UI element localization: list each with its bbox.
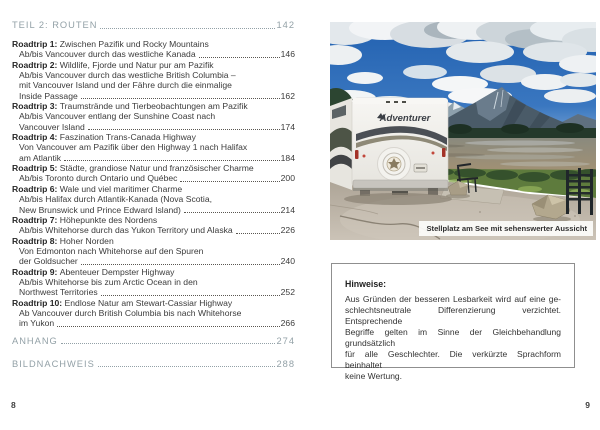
notice-body [345, 294, 561, 382]
toc-entry-subline[interactable] [12, 205, 295, 215]
toc-section-list [12, 336, 295, 370]
toc-entry-page: 146 [280, 49, 295, 60]
dot-leader [180, 181, 279, 182]
toc-entry-subline[interactable] [12, 194, 295, 204]
toc-entry-name: Hoher Norden [59, 235, 114, 246]
toc-entry-page: 174 [280, 121, 295, 132]
toc-entry-title[interactable] [12, 236, 295, 246]
toc-entry-name: Endlose Natur am Stewart-Cassiar Highway [64, 297, 233, 308]
toc-entry-label: Roadtrip 1: [12, 39, 58, 49]
toc-entry-subline[interactable] [12, 153, 295, 163]
dot-leader [88, 129, 280, 130]
toc-entry-page: 184 [280, 152, 295, 163]
toc-entry-subline[interactable] [12, 246, 295, 256]
toc-entry-title[interactable] [12, 215, 295, 225]
toc-entry-name: Abenteuer Dempster Highway [59, 266, 175, 277]
toc-entry-page: 266 [280, 318, 295, 329]
toc-entry-label: Roadtrip 2: [12, 59, 58, 70]
toc-section-page: 274 [276, 335, 295, 346]
dot-leader [98, 366, 276, 367]
dot-leader [61, 343, 276, 344]
dot-leader [57, 326, 279, 327]
toc-subline-text: Von Edmonton nach Whitehorse auf den Spuren [19, 245, 204, 256]
notice-box [331, 263, 575, 381]
toc-entry-title[interactable] [12, 132, 295, 142]
dot-leader [81, 264, 280, 265]
toc-page [12, 20, 295, 370]
toc-section-anhang[interactable] [12, 336, 295, 347]
toc-entry-subline[interactable] [12, 308, 295, 318]
toc-entry-label: Roadtrip 9: [12, 266, 58, 277]
toc-entry-label: Roadtrip 4: [12, 132, 58, 143]
toc-entry-subline[interactable] [12, 91, 295, 101]
toc-subline-text: Northwest Territories [19, 287, 98, 298]
toc-entry-subline[interactable] [12, 173, 295, 183]
dot-leader [81, 98, 280, 99]
toc-entry-label: Roadtrip 8: [12, 235, 58, 246]
toc-entry-title[interactable] [12, 60, 295, 70]
toc-entry-page: 214 [280, 204, 295, 215]
toc-entry-label: Roadtrip 5: [12, 163, 58, 174]
toc-entry-name: Zwischen Pazifik und Rocky Mountains [59, 39, 209, 49]
toc-entry-name: Wale und viel maritimer Charme [59, 183, 183, 194]
toc-subline-text: Ab/bis Vancouver durch das westliche Kanada [19, 49, 196, 60]
toc-header-label: TEIL 2: ROUTEN [12, 20, 98, 30]
toc-entry-subline[interactable] [12, 111, 295, 121]
toc-entry-subline[interactable] [12, 225, 295, 235]
toc-entry-subline[interactable] [12, 287, 295, 297]
toc-section-bildnachweis[interactable] [12, 359, 295, 370]
toc-entry-subline[interactable] [12, 256, 295, 266]
toc-entry-subline[interactable] [12, 142, 295, 152]
notice-line: keine Wertung. [345, 371, 403, 381]
dot-leader [184, 212, 280, 213]
toc-subline-text: der Goldsucher [19, 256, 78, 267]
toc-entry-subline[interactable] [12, 277, 295, 287]
toc-entry-page: 200 [280, 173, 295, 184]
toc-entry-name: Städte, grandiose Natur und französischer Charme [59, 163, 254, 174]
toc-subline-text: mit Vancouver Island und der Fähre durch die einmalige [19, 80, 232, 91]
toc-entry-label: Roadtrip 6: [12, 183, 58, 194]
toc-entry-name: Höhepunkte des Nordens [59, 214, 158, 225]
toc-entry-page: 226 [280, 225, 295, 236]
toc-entry-title[interactable] [12, 101, 295, 111]
toc-entry-page: 252 [280, 287, 295, 298]
toc-entry-title[interactable] [12, 163, 295, 173]
notice-title: Hinweise: [345, 279, 387, 289]
toc-section-label: BILDNACHWEIS [12, 358, 95, 369]
notice-line: Aus Gründen der besseren Lesbarkeit wird auf eine ge- [345, 294, 561, 304]
toc-entry-subline[interactable] [12, 70, 295, 80]
toc-entry-label: Roadtrip 10: [12, 297, 63, 308]
toc-entry-name: Faszination Trans-Canada Highway [59, 132, 196, 143]
toc-subline-text: Ab/bis Whitehorse durch das Yukon Territory und Alaska [19, 225, 233, 236]
toc-entry-name: Wildlife, Fjorde und Natur pur am Pazifik [59, 59, 214, 70]
toc-entry-subline[interactable] [12, 80, 295, 90]
toc-entry-page: 162 [280, 90, 295, 101]
toc-section-page: 288 [276, 358, 295, 369]
toc-entry-list [12, 39, 295, 329]
toc-subline-text: im Yukon [19, 318, 55, 329]
notice-line: Begriffe gelten im Sinne der Gleichbehandlung grundsätzlich [345, 327, 561, 348]
toc-entry-label: Roadtrip 7: [12, 214, 58, 225]
notice-line: für alle Geschlechter. Die verkürzte Sprachform beinhaltet [345, 349, 561, 370]
toc-entry-title[interactable] [12, 184, 295, 194]
toc-entry-title[interactable] [12, 267, 295, 277]
toc-entry-name: Traumstrände und Tierbeobachtungen am Pazifik [59, 101, 248, 112]
toc-header-page: 142 [276, 20, 295, 30]
toc-subline-text: Ab/bis Whitehorse bis zum Arctic Ocean in den [19, 276, 198, 287]
toc-entry-title[interactable] [12, 298, 295, 308]
toc-subline-text: Von Vancouver am Pazifik über den Highway 1 nach Halifax [19, 142, 248, 153]
photo-illustration [330, 22, 596, 240]
toc-subline-text: Vancouver Island [19, 121, 85, 132]
toc-subline-text: Ab/bis Vancouver durch das westliche British Columbia – [19, 70, 236, 81]
toc-entry-label: Roadtrip 3: [12, 101, 58, 112]
rv-lake-photo [330, 22, 596, 240]
toc-entry-subline[interactable] [12, 49, 295, 59]
photo-caption: Stellplatz am See mit sehenswerter Aussicht [419, 221, 593, 236]
page-number-right: 9 [585, 400, 590, 410]
toc-subline-text: New Brunswick und Prince Edward Island) [19, 204, 181, 215]
page-number-left: 8 [11, 400, 16, 410]
toc-subline-text: Inside Passage [19, 90, 78, 101]
toc-entry-subline[interactable] [12, 318, 295, 328]
dot-leader [64, 160, 280, 161]
dot-leader [236, 233, 280, 234]
dot-leader [100, 28, 275, 29]
rv-brand-text: Adventurer [379, 113, 431, 124]
toc-section-label: ANHANG [12, 335, 58, 346]
toc-entry-page: 240 [280, 256, 295, 267]
toc-subline-text: Ab/bis Toronto durch Ontario und Québec [19, 173, 178, 184]
toc-subline-text: Ab/bis Halifax durch Atlantik-Kanada (Nova Scotia, [19, 194, 212, 205]
toc-subline-text: Ab/bis Vancouver entlang der Sunshine Coast nach [19, 111, 216, 122]
toc-header[interactable] [12, 20, 295, 31]
toc-subline-text: Ab Vancouver durch British Columbia bis nach Whitehorse [19, 307, 242, 318]
dot-leader [101, 295, 280, 296]
toc-entry-subline[interactable] [12, 122, 295, 132]
dot-leader [199, 57, 280, 58]
toc-entry-title[interactable] [12, 39, 295, 49]
notice-line: schlechtsneutrale Differenzierung verzichtet. Entsprechende [345, 305, 561, 326]
toc-subline-text: am Atlantik [19, 152, 62, 163]
